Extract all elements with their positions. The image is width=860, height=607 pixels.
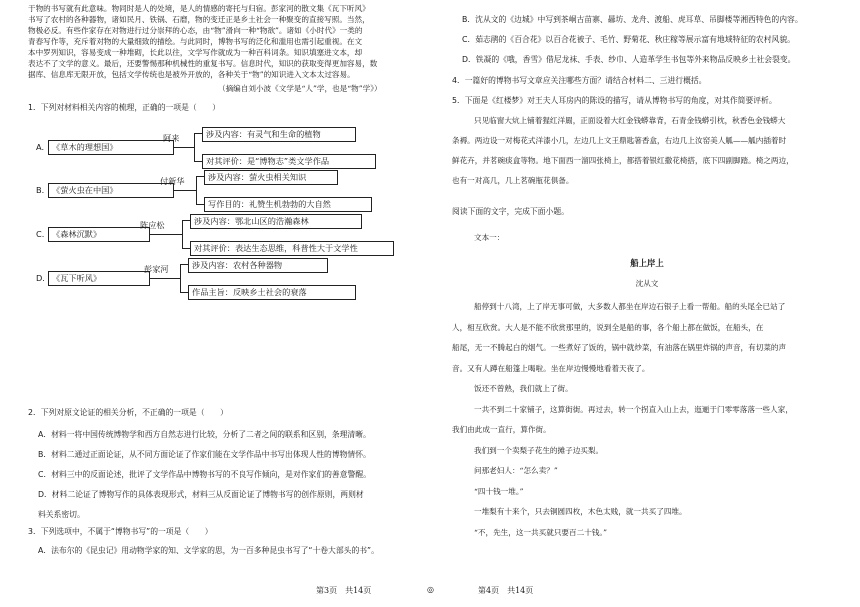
option-book-box: 《萤火虫在中国》 — [48, 183, 174, 198]
story-line: “不，先生，这一共买就只要百二十钱。” — [474, 527, 608, 537]
passage-line: 于物的书写就有此意味。物同时是人的处境，是人的情感的寄托与归宿。彭家河的散文集《瓦下听风》 — [28, 4, 370, 13]
connector-line — [194, 133, 202, 134]
option-book-box: 《草木的理想国》 — [48, 140, 174, 155]
excerpt-line: 条褥。两边设一对梅花式洋漆小几，左边几上文王鼎匙箸香盒，右边几上汝窑美人觚——觚内插着时 — [452, 136, 787, 145]
question-2-option: C．材料三中的反面论述，批评了文学作品中博物书写的不良写作倾向，是对作家们的善意警醒。 — [38, 470, 371, 479]
option-evaluation-box: 写作目的：礼赞生机勃勃的大自然 — [204, 197, 372, 212]
option-book-box: 《瓦下听风》 — [48, 271, 150, 286]
story-line: 问那老妇人：“怎么卖？” — [474, 466, 558, 475]
option-content-box: 涉及内容：有灵气和生命的植物 — [202, 127, 356, 142]
connector-line — [174, 190, 196, 191]
center-binding-mark: ◎ — [427, 585, 434, 594]
question-3-option: C．茹志鹃的《百合花》以百合花被子、毛竹、野菊花、秋庄稼等展示富有地域特征的农村风貌。 — [462, 35, 795, 44]
story-author: 沈从文 — [635, 279, 659, 288]
story-line: 我们到一个卖梨子花生的摊子边买梨。 — [474, 445, 604, 455]
excerpt-line: 也有一对高几，几上茗碗瓶花俱备。 — [452, 176, 574, 185]
option-author-label: 付新华 — [160, 176, 185, 186]
connector-line — [180, 264, 181, 293]
option-evaluation-box: 作品主旨：反映乡土社会的衰落 — [188, 285, 356, 300]
option-content-box: 涉及内容：农村各种器物 — [188, 258, 328, 273]
connector-line — [182, 248, 190, 249]
story-line: 人，相互欣赏。大人是不能不欣赏那里的，说到全是船的事，各个船上都在做饭，在船头，在 — [452, 322, 764, 332]
passage-line: 物极必反。有些作家存在对物进行过分崇拜的心态，由“物”滑向一种“物欲”。诸如《小时代》一类的 — [28, 26, 363, 35]
connector-line — [194, 133, 195, 162]
question-2-stem: 2．下列对原文论证的相关分析，不正确的一项是（ ） — [28, 408, 228, 417]
right-page-number: 第4页 共14页 — [478, 586, 534, 595]
connector-line — [180, 264, 188, 265]
option-author-label: 阿来 — [163, 133, 180, 143]
passage-line: 表达不了文学的意义。最后，还要警惕那种机械性的重复书写。信息时代，知识的获取变得更加容易，数 — [28, 59, 378, 68]
option-evaluation-box: 对其评价：表达生态思维，科普性大于文学性 — [190, 241, 394, 256]
option-evaluation-box: 对其评价：是“博物志”类文学作品 — [202, 154, 376, 169]
question-2-option: A．材料一将中国传统博物学和西方自然志进行比较，分析了二者之间的联系和区别，条理清晰。 — [38, 430, 371, 439]
option-author-label: 彭家河 — [144, 264, 169, 274]
option-letter: A. — [36, 142, 45, 152]
story-line: 一共不到二十家铺子，这算街街。再过去，转一个拐直入山上去，迤逦于门零零落落一些人家， — [474, 404, 793, 414]
left-page-number: 第3页 共14页 — [316, 586, 372, 595]
connector-line — [194, 161, 202, 162]
question-2-option: B．材料二通过正面论证，从不同方面论证了作家们能在文学作品中书写出体现人性的博物情怀。 — [38, 450, 371, 459]
option-book-box: 《森林沉默》 — [48, 227, 150, 242]
question-3-option: A．法布尔的《昆虫记》用动物学家的知、文学家的思，为一百多种昆虫书写了“十卷大部头的书”。 — [38, 546, 379, 555]
reading-intro: 阅读下面的文字，完成下面小题。 — [452, 207, 569, 216]
story-line: 船尾，无一不腾起白的烟气。一些煮好了饭的，锅中就炒菜，有油落在锅里炸锅的声音，有切菜的声 — [452, 343, 787, 352]
connector-line — [196, 176, 197, 205]
passage-line: 本中罗列知识，容易变成一种堆砌，长此以往，文学写作就成为一种百科词条。知识填塞进文本，却 — [28, 48, 363, 57]
connector-line — [196, 176, 204, 177]
connector-line — [150, 234, 182, 235]
question-1-stem: 1．下列对材料相关内容的梳理，正确的一项是（ ） — [28, 103, 221, 112]
story-line: “四十钱一堆。” — [474, 486, 524, 496]
connector-line — [196, 204, 204, 205]
option-letter: D. — [36, 273, 45, 283]
question-2-option: 料关系密切。 — [38, 510, 85, 519]
option-content-box: 涉及内容：萤火虫相关知识 — [204, 170, 338, 185]
story-line: 音。又有人蹲在船篷上喝啦。坐在岸边慢慢地看着天夜了。 — [452, 363, 650, 373]
option-letter: B. — [36, 185, 45, 195]
story-line: 船停到十八湾，上了岸无事可做，大多数人都坐在岸边石银子上看一帮船。船的头尾全已站了 — [474, 302, 786, 311]
story-line: 一堆梨有十来个，只去铜圆四枚，木色太贱，就一共买了四堆。 — [474, 507, 687, 516]
option-letter: C. — [36, 229, 45, 239]
question-3-option: B．沈从文的《边城》中写到茶峒古苗寨、曏坊、龙舟、渡船、虎耳草、吊脚楼等湘西特色的内容。 — [462, 15, 803, 24]
option-content-box: 涉及内容：鄂北山区的浩瀚森林 — [190, 214, 362, 229]
source-citation: （摘编自刘小波《文学是“人”学，也是“物”学》） — [218, 84, 382, 93]
story-line: 我们由此成一直行，算作街。 — [452, 425, 551, 434]
excerpt-line: 鲜花卉，并茗碗痰盒等物。地下面西一溜四张椅上，都搭着银红撒花椅搭，底下四副脚踏。椅之两边， — [452, 156, 794, 165]
connector-line — [182, 220, 183, 249]
passage-line: 据库、信息库无限开放，包括文学传统也是被外开放的，各种关于“物”的知识进入文本太过容易。 — [28, 70, 355, 79]
question-5: 5．下面是《红楼梦》对王夫人耳房内的陈设的描写，请从博物书写的角度，对其作简要评析。 — [452, 96, 777, 105]
connector-line — [174, 147, 194, 148]
excerpt-line: 只见临窗大炕上铺着猩红洋罽，正面设着大红金钱蟒靠背，石青金钱蟒引枕，秋香色金钱蟒大 — [474, 116, 786, 125]
connector-line — [180, 292, 188, 293]
connector-line — [182, 220, 190, 221]
passage-line: 书写了农村的各种器物，诸如民月、铁锅、石磨，物的变迁正是乡土社会一种聚变的直接写照。当然， — [28, 15, 370, 24]
story-line: 饭还不曾熟，我们就上了街。 — [474, 384, 573, 393]
connector-line — [150, 278, 180, 279]
question-2-option: D．材料二论证了博物写作的具体表现形式，材料三从反面论证了博物书写的创作原则，两则材 — [38, 490, 364, 499]
text-label: 文本一： — [474, 233, 505, 242]
question-3-stem: 3．下列选项中，不属于“博物书写”的一项是（ ） — [28, 527, 213, 536]
option-author-label: 陈应松 — [140, 220, 165, 230]
passage-line: 青春写作等，充斥着对物的大量细致的描绘。与此同时，博物书写的泛化和滥用也需引起重视。在文 — [28, 37, 363, 46]
question-4: 4．一篇好的博物书写文章应关注哪些方面？请结合材料二、三进行概括。 — [452, 76, 707, 85]
question-3-option: D．铁凝的《哦，香雪》借尼龙袜、手表、纱巾、人造革学生书包等外来物品反映乡土社会裂变。 — [462, 55, 796, 64]
story-title: 船上岸上 — [630, 258, 664, 268]
